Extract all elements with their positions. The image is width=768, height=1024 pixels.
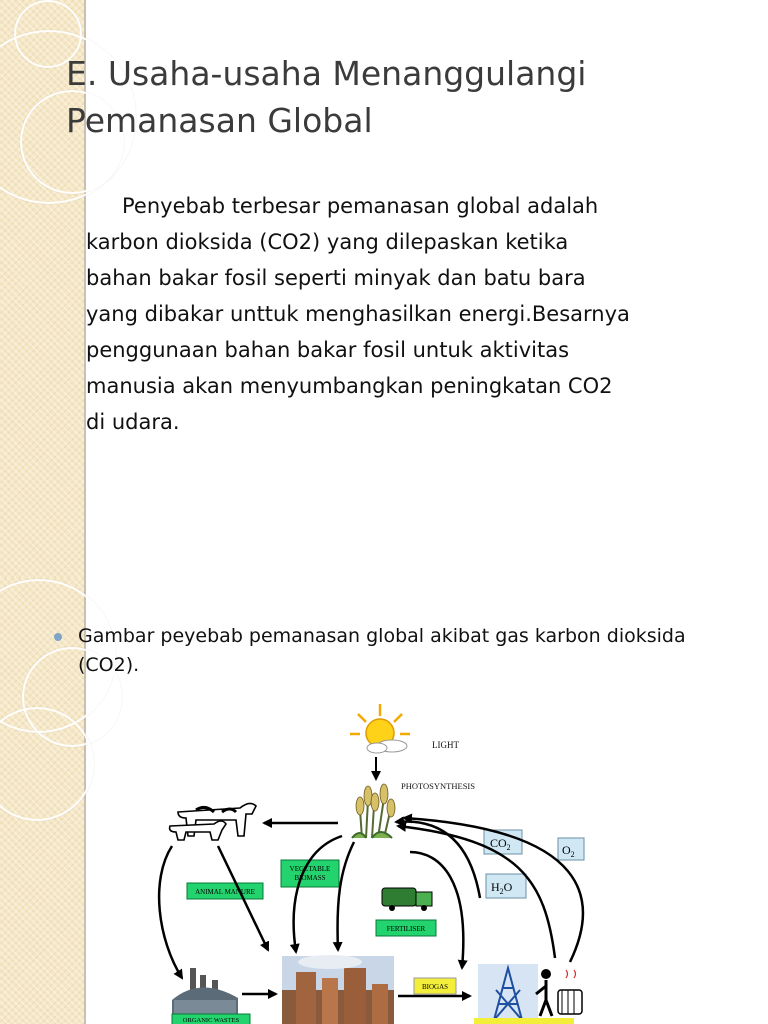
o2-tag <box>558 838 584 860</box>
bullet-line-2: (CO2). <box>78 654 140 676</box>
paragraph-line: yang dibakar unttuk menghasilkan energi.Besarnya <box>86 302 630 326</box>
title-line-1: E. Usaha-usaha Menanggulangi <box>66 54 587 93</box>
svg-text:BIOMASS: BIOMASS <box>294 874 326 882</box>
person-at-heater-icon <box>536 969 582 1016</box>
svg-text:ANIMAL MANURE: ANIMAL MANURE <box>195 888 255 896</box>
paragraph-line: bahan bakar fosil seperti minyak dan batu bara <box>86 266 586 290</box>
truck-icon <box>382 888 432 911</box>
arrow-livestock-to-wastes <box>159 846 182 978</box>
vegetable-biomass-tag <box>281 860 339 887</box>
arrow-plant-to-biomass <box>294 836 342 952</box>
svg-text:BIOGAS: BIOGAS <box>421 983 449 991</box>
svg-text:H2O: $H_2O$ <box>491 880 513 896</box>
paragraph-line: Penyebab terbesar pemanasan global adalah <box>122 194 599 218</box>
svg-text:FERTILISER: FERTILISER <box>386 925 426 933</box>
svg-text:ORGANIC WASTES: ORGANIC WASTES <box>182 1017 240 1024</box>
paragraph-line: penggunaan bahan bakar fosil untuk aktivitas <box>86 338 570 362</box>
paragraph-line: manusia akan menyumbangkan peningkatan CO2 <box>86 374 613 398</box>
svg-text:O2: $O_2$ <box>562 843 575 859</box>
livestock-icon <box>170 803 256 840</box>
biogas-tag <box>414 978 456 994</box>
arrow-plant-to-fertiliser <box>338 842 354 950</box>
fertiliser-tag <box>376 920 436 936</box>
svg-text:VEGETABLE: VEGETABLE <box>289 865 331 873</box>
svg-text:CO2: $CO_2$ <box>490 836 511 852</box>
biogas-plant-icon <box>282 955 394 1024</box>
h2o-tag <box>486 874 526 898</box>
title-line-2: Pemanasan Global <box>66 101 373 140</box>
light-label: LIGHT <box>432 740 459 750</box>
animal-manure-tag <box>187 883 263 899</box>
bullet-line-1: Gambar peyebab pemanasan global akibat gas karbon dioksida <box>78 625 686 647</box>
organic-wastes-tag <box>172 1014 250 1024</box>
arrow-plant-to-power <box>410 852 463 968</box>
paragraph-line: karbon dioksida (CO2) yang dilepaskan ketika <box>86 230 569 254</box>
sun-icon <box>350 704 410 753</box>
photosynthesis-label: PHOTOSYNTHESIS <box>401 781 475 791</box>
plant-icon <box>352 784 395 838</box>
paragraph-line: di udara. <box>86 410 180 434</box>
